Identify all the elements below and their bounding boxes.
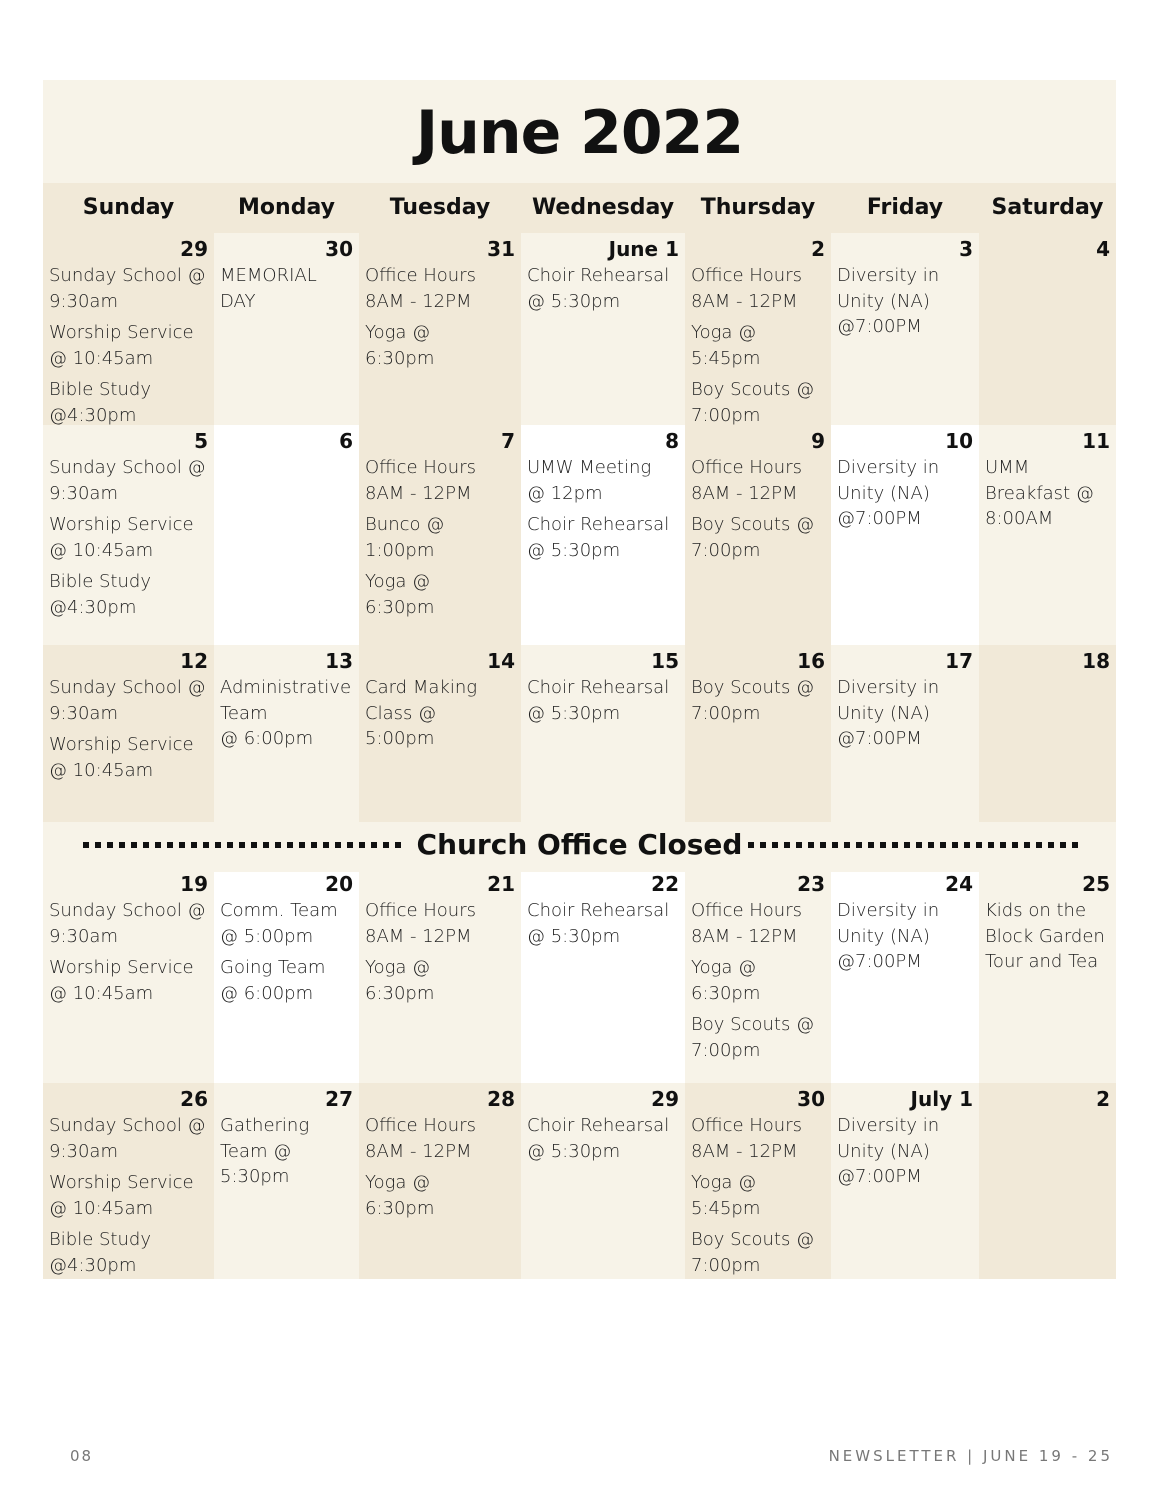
day-number: 13 <box>325 649 353 673</box>
event-list <box>49 1113 212 1279</box>
event-item: Office Hours 8AM - 12PM <box>691 457 802 504</box>
day-number: 14 <box>487 649 515 673</box>
day-number: 6 <box>339 429 353 453</box>
day-number: 18 <box>1082 649 1110 673</box>
event-item: Office Hours 8AM - 12PM <box>691 1115 802 1162</box>
event-item: Yoga @ 5:45pm <box>691 1172 761 1219</box>
day-number: 28 <box>487 1087 515 1111</box>
day-number: 24 <box>945 872 973 896</box>
day-number: 19 <box>180 872 208 896</box>
event-item: Boy Scouts @ 7:00pm <box>691 379 815 425</box>
event-list <box>691 898 829 1069</box>
event-item: Office Hours 8AM - 12PM <box>691 265 802 312</box>
day-cell <box>979 425 1116 645</box>
event-list <box>365 455 519 626</box>
event-item: Gathering Team @ 5:30pm <box>220 1115 310 1187</box>
day-cell <box>43 1083 214 1279</box>
day-number: 3 <box>959 237 973 261</box>
office-closed-banner <box>43 822 1116 872</box>
event-item: Diversity in Unity (NA) @7:00PM <box>837 677 940 749</box>
event-list <box>985 455 1114 538</box>
weekday-monday: Monday <box>238 195 335 220</box>
event-item: Bible Study @4:30pm <box>49 571 151 618</box>
day-number: 2 <box>811 237 825 261</box>
event-item: Worship Service @ 10:45am <box>49 514 194 561</box>
day-cell <box>43 233 214 425</box>
day-cell <box>43 425 214 645</box>
event-item: Yoga @ 6:30pm <box>365 957 435 1004</box>
event-item: Yoga @ 6:30pm <box>365 571 435 618</box>
event-item: Yoga @ 5:45pm <box>691 322 761 369</box>
event-list <box>220 898 357 1012</box>
event-item: Sunday School @ 9:30am <box>49 677 206 724</box>
day-cell <box>521 233 685 425</box>
banner-text: Church Office Closed <box>416 828 743 861</box>
event-list <box>527 455 683 569</box>
weekday-tuesday: Tuesday <box>389 195 491 220</box>
event-list <box>527 1113 683 1170</box>
day-cell <box>685 1083 831 1279</box>
weekday-friday: Friday <box>866 195 944 220</box>
event-item: Office Hours 8AM - 12PM <box>691 900 802 947</box>
event-item: Choir Rehearsal @ 5:30pm <box>527 1115 670 1162</box>
day-number: 29 <box>180 237 208 261</box>
event-list <box>365 263 519 377</box>
day-cell <box>831 868 979 1083</box>
day-cell <box>831 1083 979 1279</box>
event-item: Office Hours 8AM - 12PM <box>365 900 476 947</box>
event-list <box>837 263 977 346</box>
day-cell <box>359 425 521 645</box>
day-number: 10 <box>945 429 973 453</box>
day-cell <box>979 868 1116 1083</box>
event-list <box>691 455 829 569</box>
day-number: 31 <box>487 237 515 261</box>
day-cell <box>521 868 685 1083</box>
event-item: Sunday School @ 9:30am <box>49 457 206 504</box>
page-number: 08 <box>70 1447 94 1465</box>
event-list <box>691 1113 829 1279</box>
event-item: UMM Breakfast @ 8:00AM <box>985 457 1094 529</box>
event-item: Boy Scouts @ 7:00pm <box>691 1229 815 1276</box>
day-number: 9 <box>811 429 825 453</box>
event-item: Boy Scouts @ 7:00pm <box>691 677 815 724</box>
day-number: 17 <box>945 649 973 673</box>
event-item: Bunco @ 1:00pm <box>365 514 445 561</box>
day-cell <box>831 233 979 425</box>
event-list <box>49 263 212 425</box>
event-item: Boy Scouts @ 7:00pm <box>691 1014 815 1061</box>
event-item: Choir Rehearsal @ 5:30pm <box>527 514 670 561</box>
day-cell <box>979 233 1116 425</box>
event-item: Choir Rehearsal @ 5:30pm <box>527 900 670 947</box>
day-number: 29 <box>651 1087 679 1111</box>
event-item: Office Hours 8AM - 12PM <box>365 457 476 504</box>
day-number: 27 <box>325 1087 353 1111</box>
day-number: 21 <box>487 872 515 896</box>
weekday-saturday: Saturday <box>991 195 1104 220</box>
day-cell <box>214 233 359 425</box>
day-number: 20 <box>325 872 353 896</box>
event-list <box>985 898 1114 981</box>
day-cell <box>685 425 831 645</box>
day-cell <box>831 425 979 645</box>
day-cell <box>214 1083 359 1279</box>
day-number: 5 <box>194 429 208 453</box>
event-item: Office Hours 8AM - 12PM <box>365 1115 476 1162</box>
event-item: Sunday School @ 9:30am <box>49 1115 206 1162</box>
day-number: 26 <box>180 1087 208 1111</box>
event-item: Sunday School @ 9:30am <box>49 265 206 312</box>
event-list <box>220 675 357 758</box>
event-list <box>527 675 683 732</box>
day-cell <box>685 233 831 425</box>
event-list <box>691 675 829 732</box>
day-number: 30 <box>325 237 353 261</box>
event-item: Diversity in Unity (NA) @7:00PM <box>837 265 940 337</box>
calendar-title: June 2022 <box>415 98 744 168</box>
day-cell <box>359 233 521 425</box>
event-item: Card Making Class @ 5:00pm <box>365 677 478 749</box>
event-list <box>837 898 977 981</box>
day-number: June 1 <box>608 237 679 261</box>
event-item: Office Hours 8AM - 12PM <box>365 265 476 312</box>
weekday-wednesday: Wednesday <box>531 195 675 220</box>
day-cell <box>685 868 831 1083</box>
event-item: Worship Service @ 10:45am <box>49 734 194 781</box>
event-list <box>527 898 683 955</box>
event-list <box>691 263 829 425</box>
day-number: 7 <box>501 429 515 453</box>
event-list <box>365 675 519 758</box>
event-item: Administrative Team @ 6:00pm <box>220 677 352 749</box>
event-item: Yoga @ 6:30pm <box>365 322 435 369</box>
event-list <box>365 1113 519 1227</box>
day-number: 22 <box>651 872 679 896</box>
event-item: Yoga @ 6:30pm <box>365 1172 435 1219</box>
event-item: Going Team @ 6:00pm <box>220 957 326 1004</box>
event-list <box>220 1113 357 1196</box>
event-item: Comm. Team @ 5:00pm <box>220 900 338 947</box>
day-number: 4 <box>1096 237 1110 261</box>
day-cell <box>521 425 685 645</box>
day-number: 12 <box>180 649 208 673</box>
event-list <box>49 675 212 789</box>
day-cell <box>359 868 521 1083</box>
day-number: 25 <box>1082 872 1110 896</box>
event-item: Worship Service @ 10:45am <box>49 957 194 1004</box>
event-list <box>837 675 977 758</box>
day-cell <box>521 1083 685 1279</box>
footer-label: NEWSLETTER | JUNE 19 - 25 <box>828 1447 1113 1465</box>
day-cell <box>43 868 214 1083</box>
event-item: MEMORIAL DAY <box>220 265 317 312</box>
event-item: Sunday School @ 9:30am <box>49 900 206 947</box>
day-cell <box>214 868 359 1083</box>
event-item: Kids on the Block Garden Tour and Tea <box>985 900 1105 972</box>
event-item: Choir Rehearsal @ 5:30pm <box>527 677 670 724</box>
event-item: Choir Rehearsal @ 5:30pm <box>527 265 670 312</box>
day-number: 23 <box>797 872 825 896</box>
day-number: July 1 <box>910 1087 973 1111</box>
event-item: Diversity in Unity (NA) @7:00PM <box>837 900 940 972</box>
event-list <box>837 1113 977 1196</box>
event-item: Worship Service @ 10:45am <box>49 1172 194 1219</box>
event-list <box>527 263 683 320</box>
day-number: 16 <box>797 649 825 673</box>
event-item: Bible Study @4:30pm <box>49 1229 151 1276</box>
day-cell <box>214 425 359 645</box>
event-list <box>49 898 212 1012</box>
day-number: 15 <box>651 649 679 673</box>
event-list <box>220 263 357 320</box>
event-list <box>49 455 212 626</box>
event-item: Diversity in Unity (NA) @7:00PM <box>837 1115 940 1187</box>
day-number: 8 <box>665 429 679 453</box>
weekday-thursday: Thursday <box>700 195 816 220</box>
event-list <box>365 898 519 1012</box>
day-cell <box>359 1083 521 1279</box>
calendar <box>43 80 1116 1279</box>
day-number: 11 <box>1082 429 1110 453</box>
day-cell <box>979 1083 1116 1279</box>
event-list <box>837 455 977 538</box>
event-item: Worship Service @ 10:45am <box>49 322 194 369</box>
event-item: UMW Meeting @ 12pm <box>527 457 652 504</box>
weekday-header <box>43 183 1116 233</box>
event-item: Diversity in Unity (NA) @7:00PM <box>837 457 940 529</box>
event-item: Boy Scouts @ 7:00pm <box>691 514 815 561</box>
weekday-sunday: Sunday <box>82 195 175 220</box>
day-number: 30 <box>797 1087 825 1111</box>
event-item: Yoga @ 6:30pm <box>691 957 761 1004</box>
event-item: Bible Study @4:30pm <box>49 379 151 425</box>
day-number: 2 <box>1096 1087 1110 1111</box>
dotted-line-right <box>748 842 1078 848</box>
